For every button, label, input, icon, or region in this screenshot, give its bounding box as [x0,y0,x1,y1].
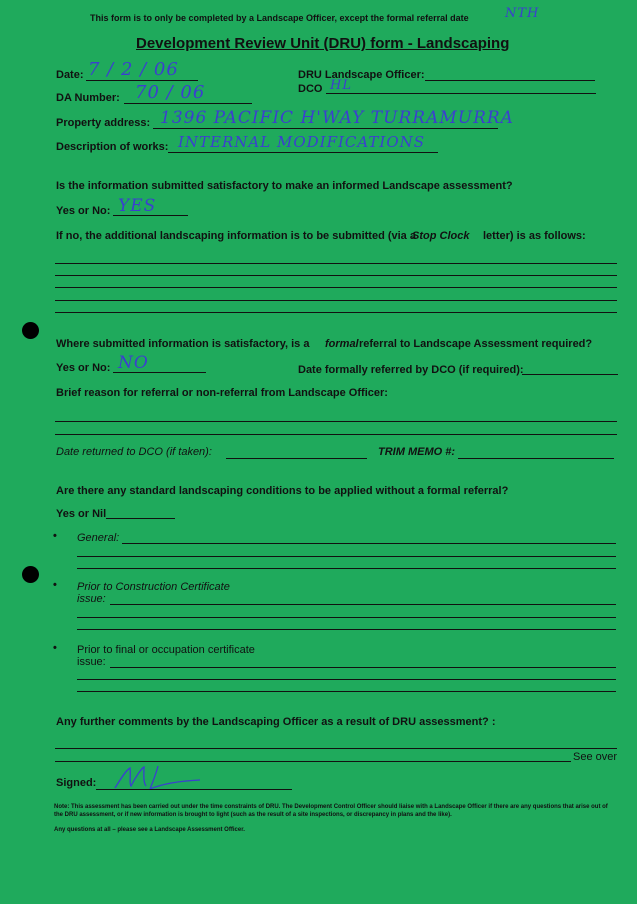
dco-label: DCO [298,83,323,95]
q3-yes-nil-label: Yes or Nil [56,508,107,520]
bullet-prior-final: • [53,642,57,654]
q1-additional-info-text: If no, the additional landscaping information is to be submitted (via a [56,230,416,242]
dco-line [326,93,596,94]
description-line [168,152,438,153]
prior-final-label: Prior to final or occupation certificate [77,644,255,656]
q3-standard-conditions: Are there any standard landscaping conditions to be applied without a formal referral? [56,485,509,497]
general-line-1 [122,543,616,544]
general-label: General: [77,532,120,544]
prior-final-line-1 [110,667,616,668]
date-label: Date: [56,69,84,81]
q1-answer-line-4 [55,300,617,301]
q2-yes-no-label: Yes or No: [56,362,111,374]
q1-answer-line-1 [55,263,617,264]
prior-construction-label: Prior to Construction Certificate [77,581,230,593]
prior-final-line-2 [77,679,616,680]
handwritten-signature [112,762,204,792]
bullet-prior-construction: • [53,579,57,591]
prior-final-line-3 [77,691,616,692]
signed-label: Signed: [56,777,97,789]
header-handwritten-initials: NTH [505,6,540,21]
q1-answer-line-3 [55,287,617,288]
date-returned-line [226,458,367,459]
q1-yes-no-label: Yes or No: [56,205,111,217]
prior-final-issue-label: issue: [77,656,106,668]
q4-further-comments: Any further comments by the Landscaping Officer as a result of DRU assessment? : [56,716,496,728]
property-address-value: 1396 PACIFIC H'WAY TURRAMURRA [160,108,514,128]
date-returned-label: Date returned to DCO (if taken): [56,446,212,458]
trim-memo-label: TRIM MEMO #: [378,446,455,458]
q2-brief-reason-label: Brief reason for referral or non-referral from Landscape Officer: [56,387,388,399]
da-number-value: 70 / 06 [135,82,206,103]
q1-info-satisfactory: Is the information submitted satisfactory to make an informed Landscape assessment? [56,180,513,192]
q1-yes-no-line [113,215,188,216]
header-note: This form is to only be completed by a Landscape Officer, except the formal referral date [90,13,469,23]
q2-reason-line-2 [55,434,617,435]
q1-yes-no-value: YES [118,196,157,216]
q2-reason-line-1 [55,421,617,422]
q3-yes-nil-line [106,518,175,519]
q1-answer-line-5 [55,312,617,313]
q1-stop-clock-text: Stop Clock [412,230,470,242]
note-text: Note: This assessment has been carried out under the time constraints of DRU. The Development Control Officer should liaise with a Landscape Officer if there are any questions that arise out of the DRU assessment, or if new information is brought to light (such as the result of a site inspections, or discrepancy in plans and the like). [54,804,608,818]
punch-hole-bottom [22,566,39,583]
q2-date-referred-line [522,374,618,375]
prior-construction-line-3 [77,629,616,630]
q2-suffix: referral to Landscape Assessment required? [359,338,593,350]
general-line-2 [77,556,616,557]
dco-value: HL [330,78,352,93]
description-label: Description of works: [56,141,169,153]
signed-line [96,789,292,790]
q4-comment-line-1 [55,748,617,749]
trim-memo-line [458,458,614,459]
da-number-label: DA Number: [56,92,120,104]
general-line-3 [77,568,616,569]
date-value: 7 / 2 / 06 [88,59,179,80]
q2-date-referred-label: Date formally referred by DCO (if required): [298,364,524,376]
da-number-line [124,103,252,104]
form-title: Development Review Unit (DRU) form - Landscaping [136,35,510,52]
prior-construction-issue-label: issue: [77,593,106,605]
q2-yes-no-value: NO [118,353,149,373]
date-line [86,80,198,81]
q1-answer-line-2 [55,275,617,276]
prior-construction-line-2 [77,617,616,618]
bullet-general: • [53,530,57,542]
dru-officer-line [425,80,595,81]
q2-yes-no-line [113,372,206,373]
property-address-line [153,128,498,129]
description-value: INTERNAL MODIFICATIONS [178,133,426,151]
q2-prefix: Where submitted information is satisfactory, is a [56,338,310,350]
questions-note: Any questions at all – please see a Landscape Assessment Officer. [54,827,245,833]
prior-construction-line-1 [110,604,616,605]
q1-additional-suffix: letter) is as follows: [483,230,586,242]
dru-officer-label: DRU Landscape Officer: [298,69,425,81]
see-over-label: See over [573,751,618,763]
punch-hole-top [22,322,39,339]
q2-formal: formal [325,338,359,350]
property-address-label: Property address: [56,117,151,129]
